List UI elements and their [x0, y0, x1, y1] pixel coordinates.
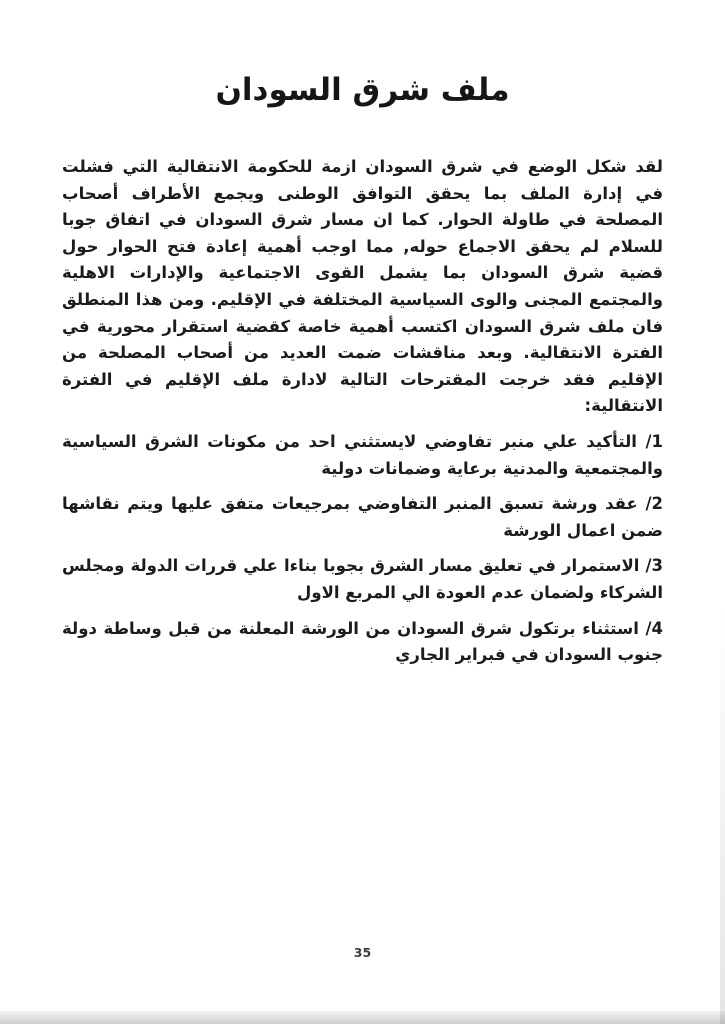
scan-edge-bottom — [0, 1011, 725, 1024]
page-title: ملف شرق السودان — [215, 72, 510, 108]
scan-edge-right — [720, 604, 725, 1024]
body-paragraph: لقد شكل الوضع في شرق السودان ازمة للحكومة الانتقالية التي فشلت في إدارة الملف بما يحقق التوافق الوطنى ويجمع الأطراف أصحاب المصلحة في طاولة الحوار. كما ان مسار شرق السودان في اتفاق جوبا للسلام لم يحقق الاجماع حوله, مما اوجب أهمية إعادة فتح الحوار حول قضية شرق السودان بما يشمل القوى الاجتماعية والإدارات الاهلية والمجتمع المجنى والوى السياسية المختلفة في الإقليم. ومن هذا المنطلق فان ملف شرق السودان اكتسب أهمية خاصة كقضية استقرار محورية في الفترة الانتقالية. وبعد مناقشات ضمت العديد من أصحاب المصلحة من الإقليم فقد خرجت المقترحات التالية لادارة ملف الإقليم في الفترة الانتقالية: — [62, 157, 663, 416]
proposal-item-3: 3/ الاستمرار في تعليق مسار الشرق بجوبا بناءا علي قررات الدولة ومجلس الشركاء ولضمان عدم العودة الي المربع الاول — [62, 556, 663, 602]
page-number: 35 — [353, 945, 372, 960]
proposal-item-2: 2/ عقد ورشة تسبق المنبر التفاوضي بمرجيعات متفق عليها ويتم نقاشها ضمن اعمال الورشة — [62, 494, 663, 540]
proposal-item-4: 4/ استثناء برتكول شرق السودان من الورشة المعلنة من قبل وساطة دولة جنوب السودان في فبراير الجاري — [62, 618, 663, 665]
proposal-item-1: 1/ التأكيد علي منبر تفاوضي لايستثني احد من مكونات الشرق السياسية والمجتمعية والمدنية برعاية وضمانات دولية — [62, 431, 663, 478]
